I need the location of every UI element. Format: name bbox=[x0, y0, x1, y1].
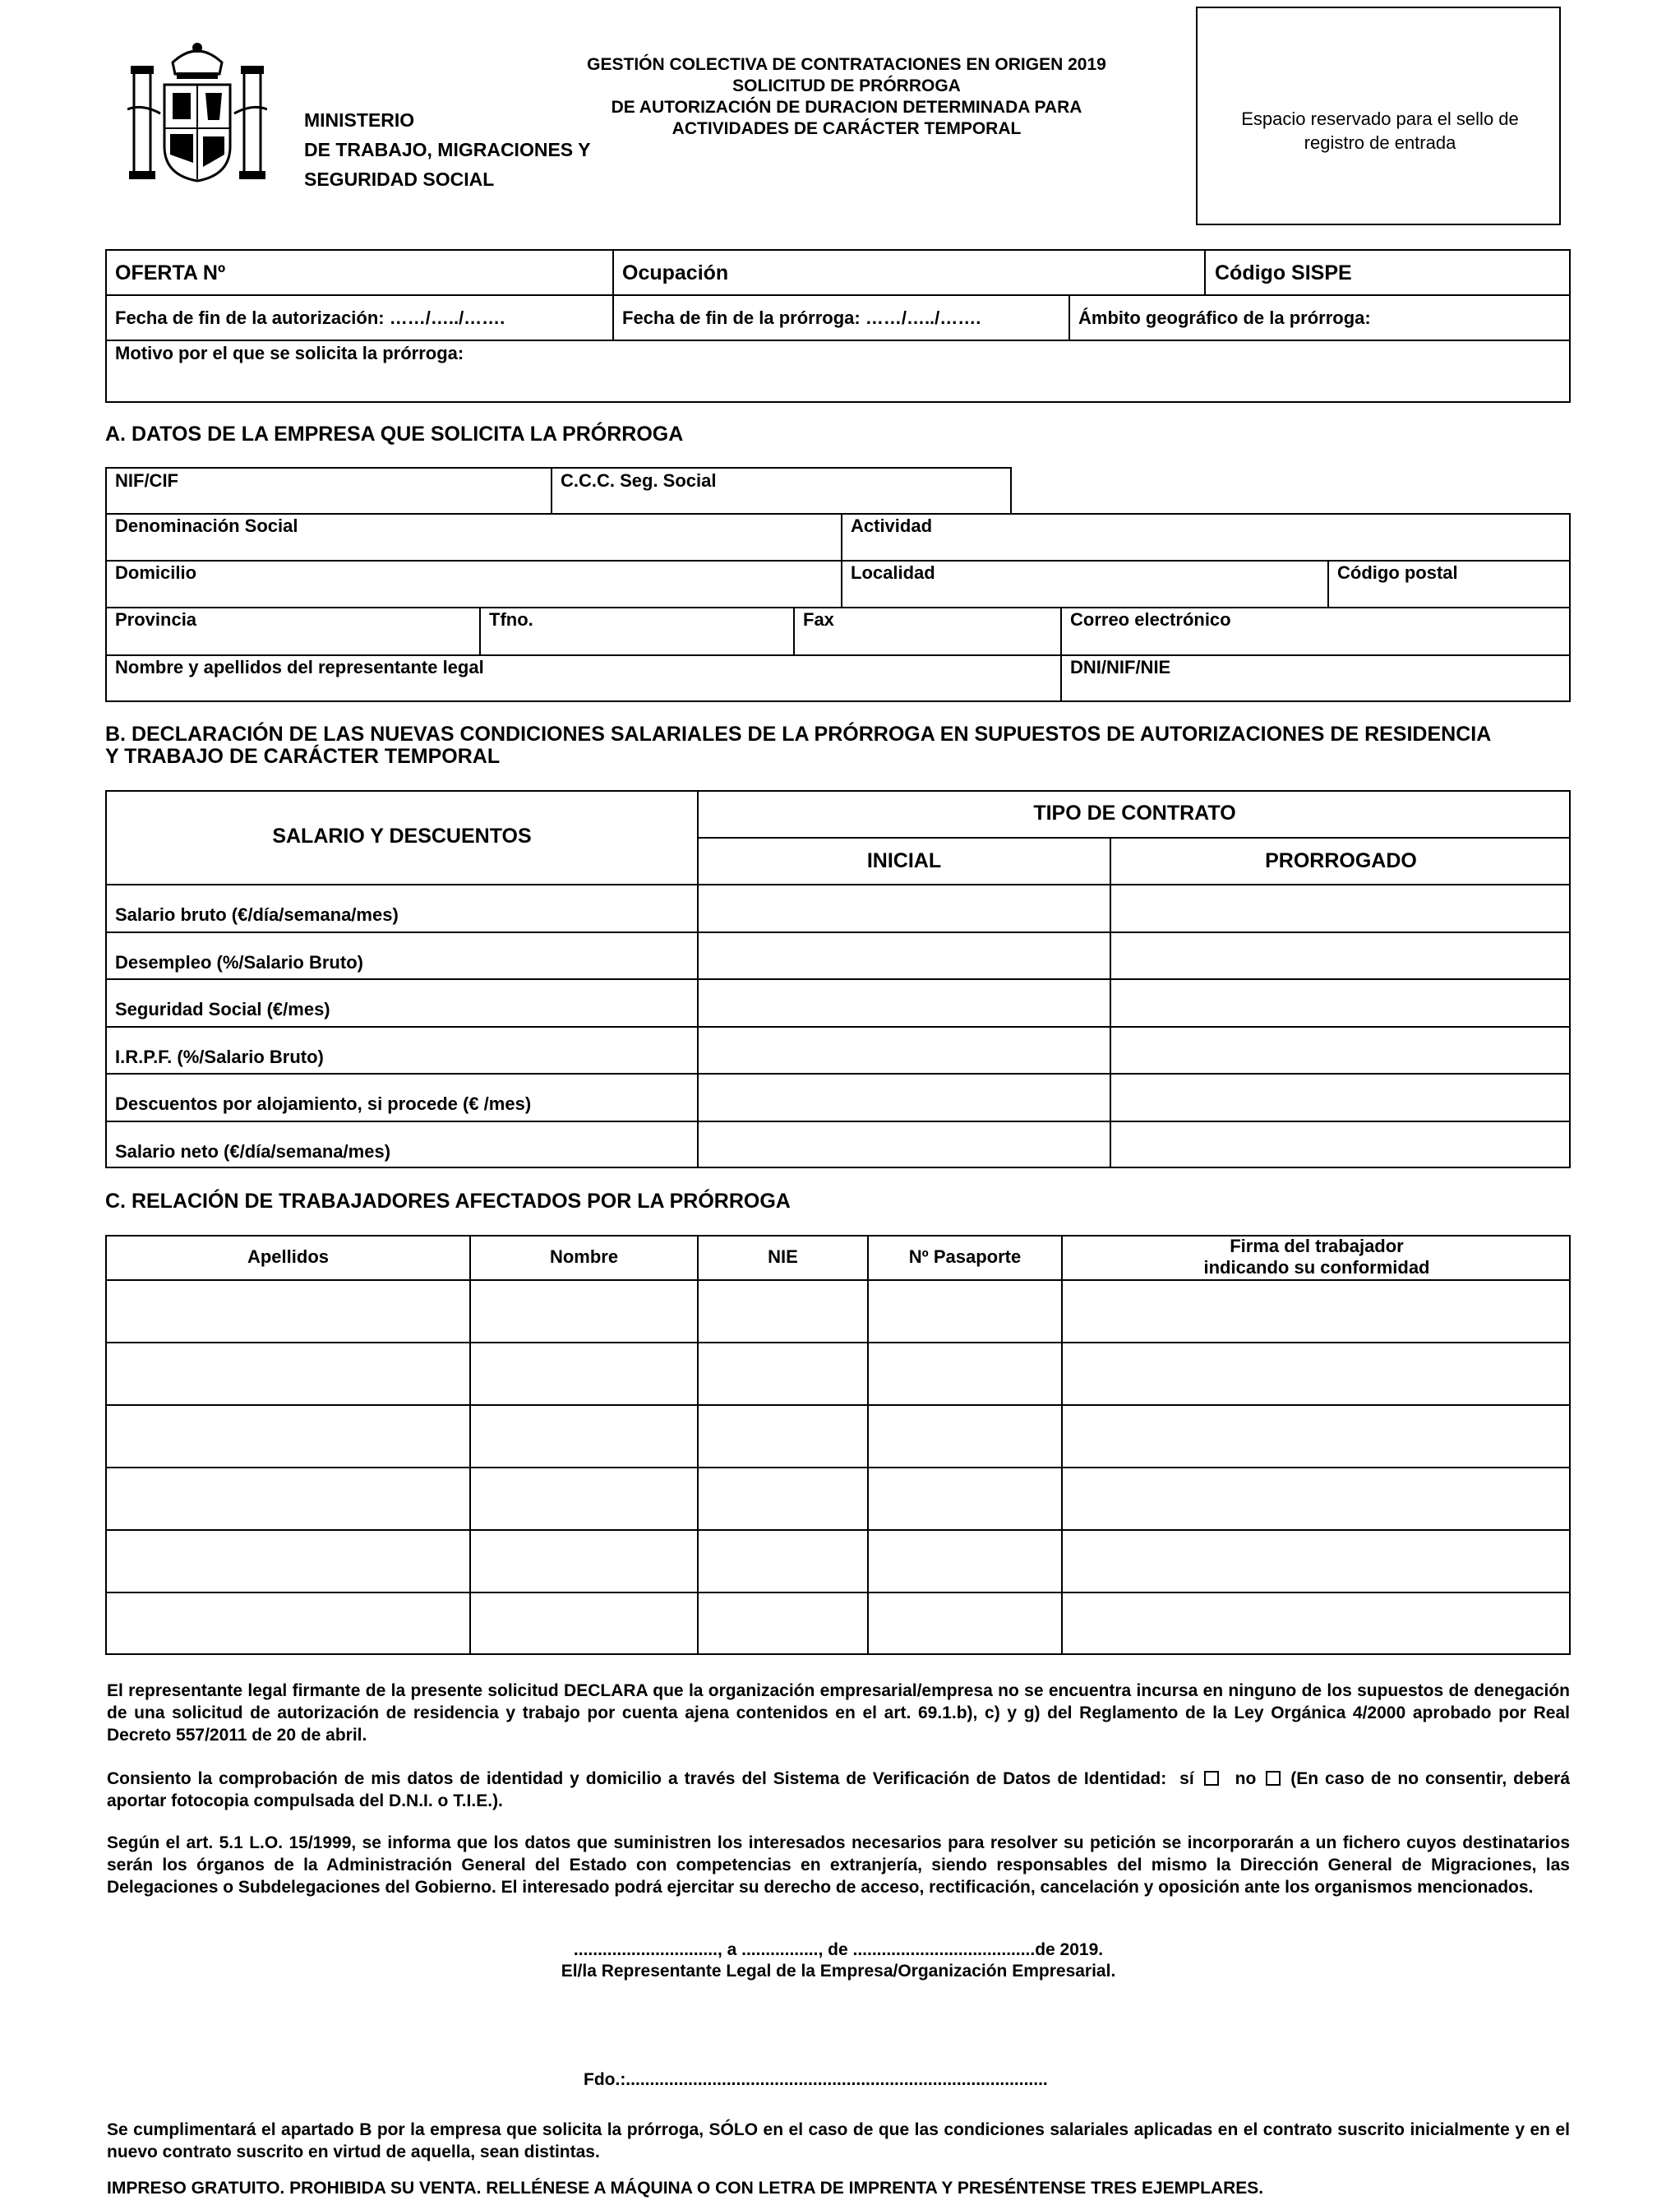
provincia-field[interactable]: Provincia bbox=[115, 609, 197, 630]
form-title-line: ACTIVIDADES DE CARÁCTER TEMPORAL bbox=[672, 119, 1022, 138]
worker-row[interactable] bbox=[107, 1468, 1569, 1529]
consent-paragraph bbox=[107, 1768, 1570, 1812]
form-title-line: DE AUTORIZACIÓN DE DURACION DETERMINADA PARA bbox=[611, 98, 1082, 117]
ambito-field[interactable]: Ámbito geográfico de la prórroga: bbox=[1078, 307, 1371, 328]
salary-row-label: Salario bruto (€/día/semana/mes) bbox=[115, 904, 399, 925]
motivo-field[interactable]: Motivo por el que se solicita la prórroga: bbox=[115, 343, 464, 363]
section-b-title-line: B. DECLARACIÓN DE LAS NUEVAS CONDICIONES SALARIALES DE LA PRÓRROGA EN SUPUESTOS DE AUTORIZACIONES DE RESIDENCIA bbox=[105, 723, 1492, 746]
consent-yes-checkbox[interactable] bbox=[1204, 1771, 1219, 1786]
ministry-line: MINISTERIO bbox=[304, 109, 415, 131]
fecha-fin-autorizacion-field[interactable]: Fecha de fin de la autorización: ……/…../……. bbox=[115, 307, 505, 328]
firma-header-line: Firma del trabajador bbox=[1230, 1236, 1404, 1256]
footer-text: IMPRESO GRATUITO. PROHIBIDA SU VENTA. RELLÉNESE A MÁQUINA O CON LETRA DE IMPRENTA Y PRESÉNTENSE TRES EJEMPLARES. bbox=[107, 2179, 1264, 2198]
salario-header: SALARIO Y DESCUENTOS bbox=[272, 825, 532, 848]
consent-text: Consiento la comprobación de mis datos de identidad y domicilio a través del Sistema de Verificación de Datos de Identidad: bbox=[107, 1769, 1167, 1788]
salary-row-label: Descuentos por alojamiento, si procede (€ /mes) bbox=[115, 1093, 532, 1114]
cp-field[interactable]: Código postal bbox=[1337, 562, 1458, 583]
firma-header bbox=[1063, 1236, 1571, 1278]
representante-field[interactable]: Nombre y apellidos del representante legal bbox=[115, 657, 484, 677]
signature-line[interactable]: Fdo.:........................................................................................ bbox=[584, 2070, 1048, 2089]
form-title-line: SOLICITUD DE PRÓRROGA bbox=[732, 76, 961, 95]
data-protection-paragraph: Según el art. 5.1 L.O. 15/1999, se informa que los datos que suministren los interesados necesarios para resolver su petición se incorporarán a un fichero cuyos destinatarios serán los órganos de la Administración General del Estado con competencias en extranjería, siendo responsables del mismo la Dirección General de Migraciones, las Delegaciones o Subdelegaciones del Gobierno. El interesado podrá ejercitar su derecho de acceso, rectificación, cancelación y oposición ante los organismos mencionados. bbox=[107, 1833, 1570, 1897]
salary-row-label: Desempleo (%/Salario Bruto) bbox=[115, 952, 363, 973]
email-field[interactable]: Correo electrónico bbox=[1070, 609, 1231, 630]
oferta-field[interactable]: OFERTA Nº bbox=[115, 261, 226, 284]
worker-row[interactable] bbox=[107, 1343, 1569, 1404]
section-c-title: C. RELACIÓN DE TRABAJADORES AFECTADOS POR LA PRÓRROGA bbox=[105, 1190, 791, 1213]
consent-note: (En caso de no consentir, deberá aportar fotocopia compulsada del D.N.I. o T.I.E.). bbox=[107, 1769, 1571, 1810]
nif-field[interactable]: NIF/CIF bbox=[115, 470, 178, 491]
salary-row-label: Seguridad Social (€/mes) bbox=[115, 999, 330, 1019]
salary-input-prorrogado[interactable] bbox=[1111, 885, 1569, 931]
worker-row[interactable] bbox=[107, 1593, 1569, 1654]
tipo-contrato-header: TIPO DE CONTRATO bbox=[1033, 802, 1236, 825]
coat-of-arms-icon bbox=[127, 39, 267, 187]
worker-row[interactable] bbox=[107, 1281, 1569, 1342]
ministry-line: SEGURIDAD SOCIAL bbox=[304, 169, 495, 190]
note-paragraph: Se cumplimentará el apartado B por la empresa que solicita la prórroga, SÓLO en el caso de que las condiciones salariales aplicadas en el contrato suscrito inicialmente y en el nuevo contrato suscrito en virtud de aquella, sean distintas. bbox=[107, 2120, 1570, 2161]
worker-row[interactable] bbox=[107, 1406, 1569, 1467]
representative-line: El/la Representante Legal de la Empresa/Organización Empresarial. bbox=[561, 1962, 1116, 1981]
nombre-header: Nombre bbox=[549, 1246, 619, 1267]
stamp-text: Espacio reservado para el sello de registro de entrada bbox=[1241, 109, 1519, 153]
prorrogado-header: PRORROGADO bbox=[1265, 849, 1417, 872]
consent-yes-label: sí bbox=[1179, 1769, 1194, 1788]
ocupacion-field[interactable]: Ocupación bbox=[622, 261, 729, 284]
tfno-field[interactable]: Tfno. bbox=[489, 609, 533, 630]
ccc-field[interactable]: C.C.C. Seg. Social bbox=[561, 470, 717, 491]
inicial-header: INICIAL bbox=[866, 849, 942, 872]
section-b-title-line: Y TRABAJO DE CARÁCTER TEMPORAL bbox=[105, 745, 501, 768]
fax-field[interactable]: Fax bbox=[803, 609, 834, 630]
firma-header-line: indicando su conformidad bbox=[1203, 1257, 1430, 1278]
consent-no-label: no bbox=[1235, 1769, 1257, 1788]
stamp-box bbox=[1196, 7, 1561, 225]
section-b-title bbox=[105, 723, 1576, 768]
salary-row-label: I.R.P.F. (%/Salario Bruto) bbox=[115, 1047, 324, 1067]
nif-ccc-row bbox=[105, 467, 1012, 515]
declaration-paragraph: El representante legal firmante de la presente solicitud DECLARA que la organización empresarial/empresa no se encuentra incursa en ninguno de los supuestos de denegación de una solicitud de autorización de residencia y trabajo por cuenta ajena contenidos en el art. 69.1.b), c) y g) del Reglamento de la Ley Orgánica 4/2000 aprobado por Real Decreto 557/2011 de 20 de abril. bbox=[107, 1681, 1570, 1745]
nie-header: NIE bbox=[768, 1246, 798, 1267]
form-title-line: GESTIÓN COLECTIVA DE CONTRATACIONES EN ORIGEN 2019 bbox=[587, 55, 1106, 74]
pasaporte-header: Nº Pasaporte bbox=[908, 1246, 1022, 1267]
worker-row[interactable] bbox=[107, 1531, 1569, 1592]
consent-no-checkbox[interactable] bbox=[1266, 1771, 1281, 1786]
sispe-field[interactable]: Código SISPE bbox=[1215, 261, 1352, 284]
date-line[interactable]: .............................., a ................, de ......................................de 2019. bbox=[573, 1940, 1104, 1959]
denominacion-field[interactable]: Denominación Social bbox=[115, 515, 298, 536]
form-title bbox=[526, 54, 1167, 140]
apellidos-header: Apellidos bbox=[247, 1246, 329, 1267]
ministry-line: DE TRABAJO, MIGRACIONES Y bbox=[304, 139, 591, 160]
actividad-field[interactable]: Actividad bbox=[851, 515, 933, 536]
salary-input-inicial[interactable] bbox=[699, 885, 1108, 931]
section-a-title: A. DATOS DE LA EMPRESA QUE SOLICITA LA PRÓRROGA bbox=[105, 423, 684, 446]
fecha-fin-prorroga-field[interactable]: Fecha de fin de la prórroga: ……/…../……. bbox=[622, 307, 981, 328]
dni-field[interactable]: DNI/NIF/NIE bbox=[1070, 657, 1171, 677]
domicilio-field[interactable]: Domicilio bbox=[115, 562, 197, 583]
salary-row-label: Salario neto (€/día/semana/mes) bbox=[115, 1141, 391, 1162]
localidad-field[interactable]: Localidad bbox=[851, 562, 935, 583]
